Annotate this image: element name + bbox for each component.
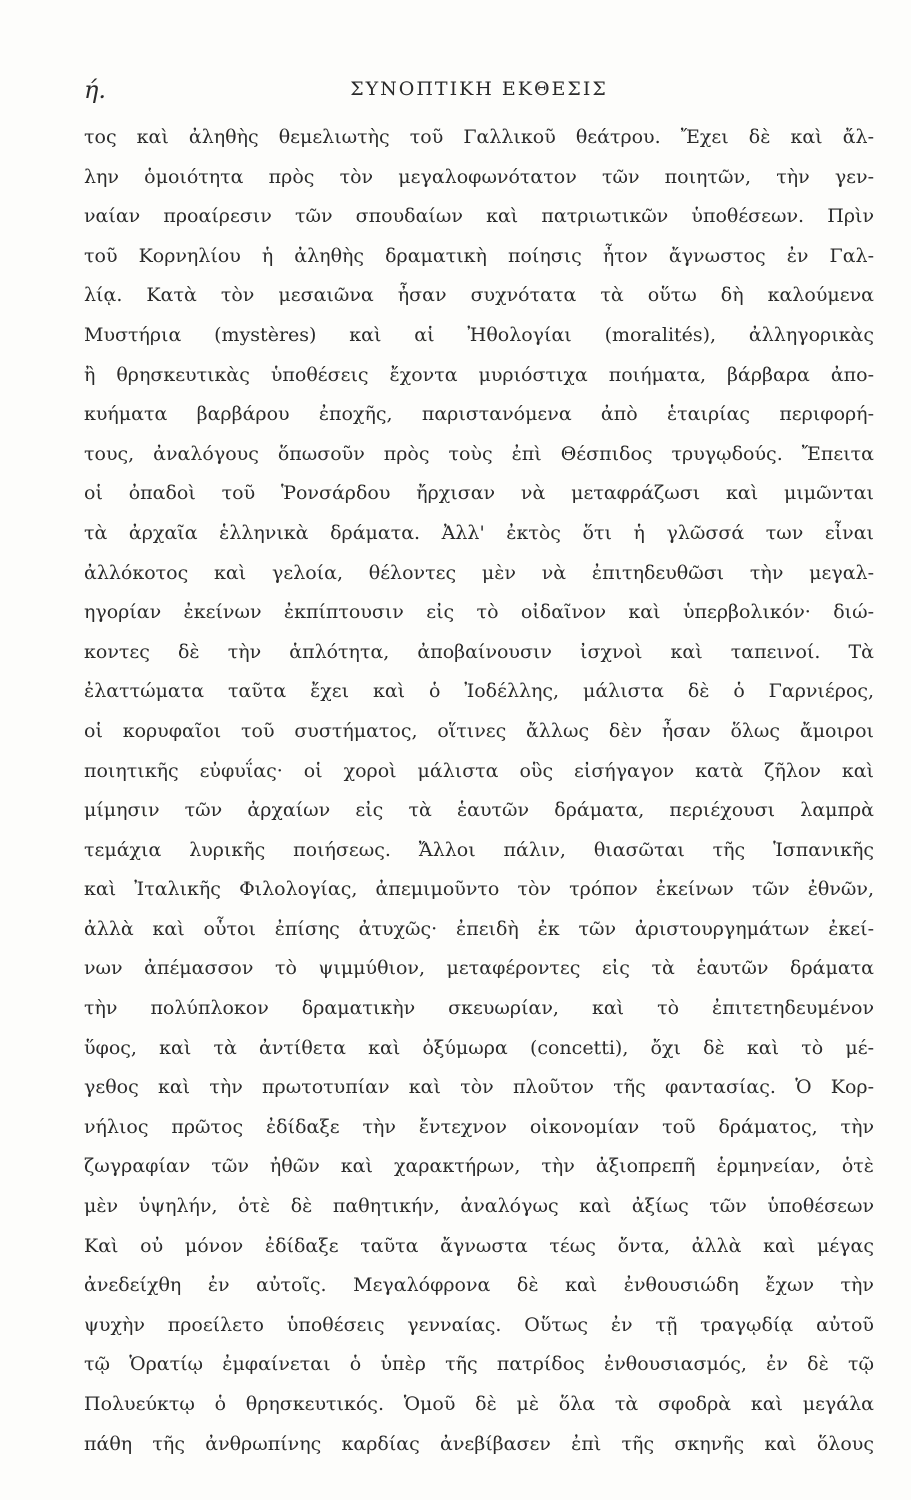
page-header xyxy=(84,76,874,106)
text-line: τὰ ἀρχαῖα ἑλληνικὰ δράματα. Ἀλλ' ἐκτὸς ὅτι ἡ γλῶσσά των εἶναι xyxy=(84,521,874,544)
text-line: γεθος καὶ τὴν πρωτοτυπίαν καὶ τὸν πλοῦτον τῆς φαντασίας. Ὁ Κορ- xyxy=(84,1076,874,1099)
text-line: ὕφος, καὶ τὰ ἀντίθετα καὶ ὀξύμωρα (concetti), ὄχι δὲ καὶ τὸ μέ- xyxy=(84,1036,874,1059)
text-line: μίμησιν τῶν ἀρχαίων εἰς τὰ ἑαυτῶν δράματα, περιέχουσι λαμπρὰ xyxy=(84,799,874,822)
text-line: ποιητικῆς εὐφυΐας· οἱ χοροὶ μάλιστα οὓς εἰσήγαγον κατὰ ζῆλον καὶ xyxy=(84,759,874,782)
text-line: οἱ κορυφαῖοι τοῦ συστήματος, οἵτινες ἄλλως δὲν ἦσαν ὅλως ἄμοιροι xyxy=(84,719,874,742)
text-line: μὲν ὑψηλήν, ὁτὲ δὲ παθητικήν, ἀναλόγως καὶ ἀξίως τῶν ὑποθέσεων xyxy=(84,1195,874,1218)
text-line: Καὶ οὐ μόνον ἐδίδαξε ταῦτα ἄγνωστα τέως ὄντα, ἀλλὰ καὶ μέγας xyxy=(84,1234,874,1257)
text-line: ἀλλὰ καὶ οὗτοι ἐπίσης ἀτυχῶς· ἐπειδὴ ἐκ τῶν ἀριστουργημάτων ἐκεί- xyxy=(84,917,874,940)
text-line: ἀνεδείχθη ἐν αὐτοῖς. Μεγαλόφρονα δὲ καὶ ἐνθουσιώδη ἔχων τὴν xyxy=(84,1274,874,1297)
body-text xyxy=(84,118,874,1464)
text-line: τους, ἀναλόγους ὅπωσοῦν πρὸς τοὺς ἐπὶ Θέσπιδος τρυγῳδούς. Ἔπειτα xyxy=(84,442,874,465)
page-number: ή. xyxy=(84,76,107,104)
text-line: Μυστήρια (mystères) καὶ αἱ Ἠθολογίαι (moralités), ἀλληγορικὰς xyxy=(84,323,874,346)
text-line: κοντες δὲ τὴν ἁπλότητα, ἀποβαίνουσιν ἰσχνοὶ καὶ ταπεινοί. Τὰ xyxy=(84,640,874,663)
text-line: τοῦ Κορνηλίου ἡ ἀληθὴς δραματικὴ ποίησις ἦτον ἄγνωστος ἐν Γαλ- xyxy=(84,244,874,267)
text-line: καὶ Ἰταλικῆς Φιλολογίας, ἀπεμιμοῦντο τὸν τρόπον ἐκείνων τῶν ἐθνῶν, xyxy=(84,878,874,901)
text-line: Πολυεύκτῳ ὁ θρησκευτικός. Ὁμοῦ δὲ μὲ ὅλα τὰ σφοδρὰ καὶ μεγάλα xyxy=(84,1393,874,1415)
text-line: νων ἀπέμασσον τὸ ψιμμύθιον, μεταφέροντες εἰς τὰ ἑαυτῶν δράματα xyxy=(84,957,874,980)
text-line: ἢ θρησκευτικὰς ὑποθέσεις ἔχοντα μυριόστιχα ποιήματα, βάρβαρα ἀπο- xyxy=(84,363,874,386)
text-line: ηγορίαν ἐκείνων ἐκπίπτουσιν εἰς τὸ οἰδαῖνον καὶ ὑπερβολικόν· διώ- xyxy=(84,601,874,624)
text-line: ἐλαττώματα ταῦτα ἔχει καὶ ὁ Ἰοδέλλης, μάλιστα δὲ ὁ Γαρνιέρος, xyxy=(84,680,874,703)
text-line: λίᾳ. Κατὰ τὸν μεσαιῶνα ἦσαν συχνότατα τὰ οὕτω δὴ καλούμενα xyxy=(84,284,874,307)
text-line: ψυχὴν προείλετο ὑποθέσεις γενναίας. Οὕτως ἐν τῇ τραγῳδίᾳ αὐτοῦ xyxy=(84,1313,874,1336)
text-line: ἀλλόκοτος καὶ γελοία, θέλοντες μὲν νὰ ἐπιτηδευθῶσι τὴν μεγαλ- xyxy=(84,561,874,584)
text-line: λην ὁμοιότητα πρὸς τὸν μεγαλοφωνότατον τῶν ποιητῶν, τὴν γεν- xyxy=(84,165,874,188)
text-line: οἱ ὀπαδοὶ τοῦ Ῥονσάρδου ἤρχισαν νὰ μεταφράζωσι καὶ μιμῶνται xyxy=(84,482,874,505)
text-line: νήλιος πρῶτος ἐδίδαξε τὴν ἔντεχνον οἰκονομίαν τοῦ δράματος, τὴν xyxy=(84,1115,874,1138)
text-line: τῷ Ὁρατίῳ ἐμφαίνεται ὁ ὑπὲρ τῆς πατρίδος ἐνθουσιασμός, ἐν δὲ τῷ xyxy=(84,1353,874,1376)
text-line: πάθη τῆς ἀνθρωπίνης καρδίας ἀνεβίβασεν ἐπὶ τῆς σκηνῆς καὶ ὅλους xyxy=(84,1432,874,1455)
text-line: τεμάχια λυρικῆς ποιήσεως. Ἄλλοι πάλιν, θιασῶται τῆς Ἱσπανικῆς xyxy=(84,838,874,861)
text-line: ναίαν προαίρεσιν τῶν σπουδαίων καὶ πατριωτικῶν ὑποθέσεων. Πρὶν xyxy=(84,205,874,228)
text-line: κυήματα βαρβάρου ἐποχῆς, παριστανόμενα ἀπὸ ἑταιρίας περιφορή- xyxy=(84,403,874,426)
running-head: ΣΥΝΟΠΤΙΚΗ ΕΚΘΕΣΙΣ xyxy=(350,78,608,100)
text-line: τὴν πολύπλοκον δραματικὴν σκευωρίαν, καὶ τὸ ἐπιτετηδευμένον xyxy=(84,997,874,1020)
text-line: τος καὶ ἀληθὴς θεμελιωτὴς τοῦ Γαλλικοῦ θεάτρου. Ἔχει δὲ καὶ ἄλ- xyxy=(84,126,874,148)
text-line: ζωγραφίαν τῶν ἠθῶν καὶ χαρακτήρων, τὴν ἀξιοπρεπῆ ἑρμηνείαν, ὁτὲ xyxy=(84,1155,874,1178)
